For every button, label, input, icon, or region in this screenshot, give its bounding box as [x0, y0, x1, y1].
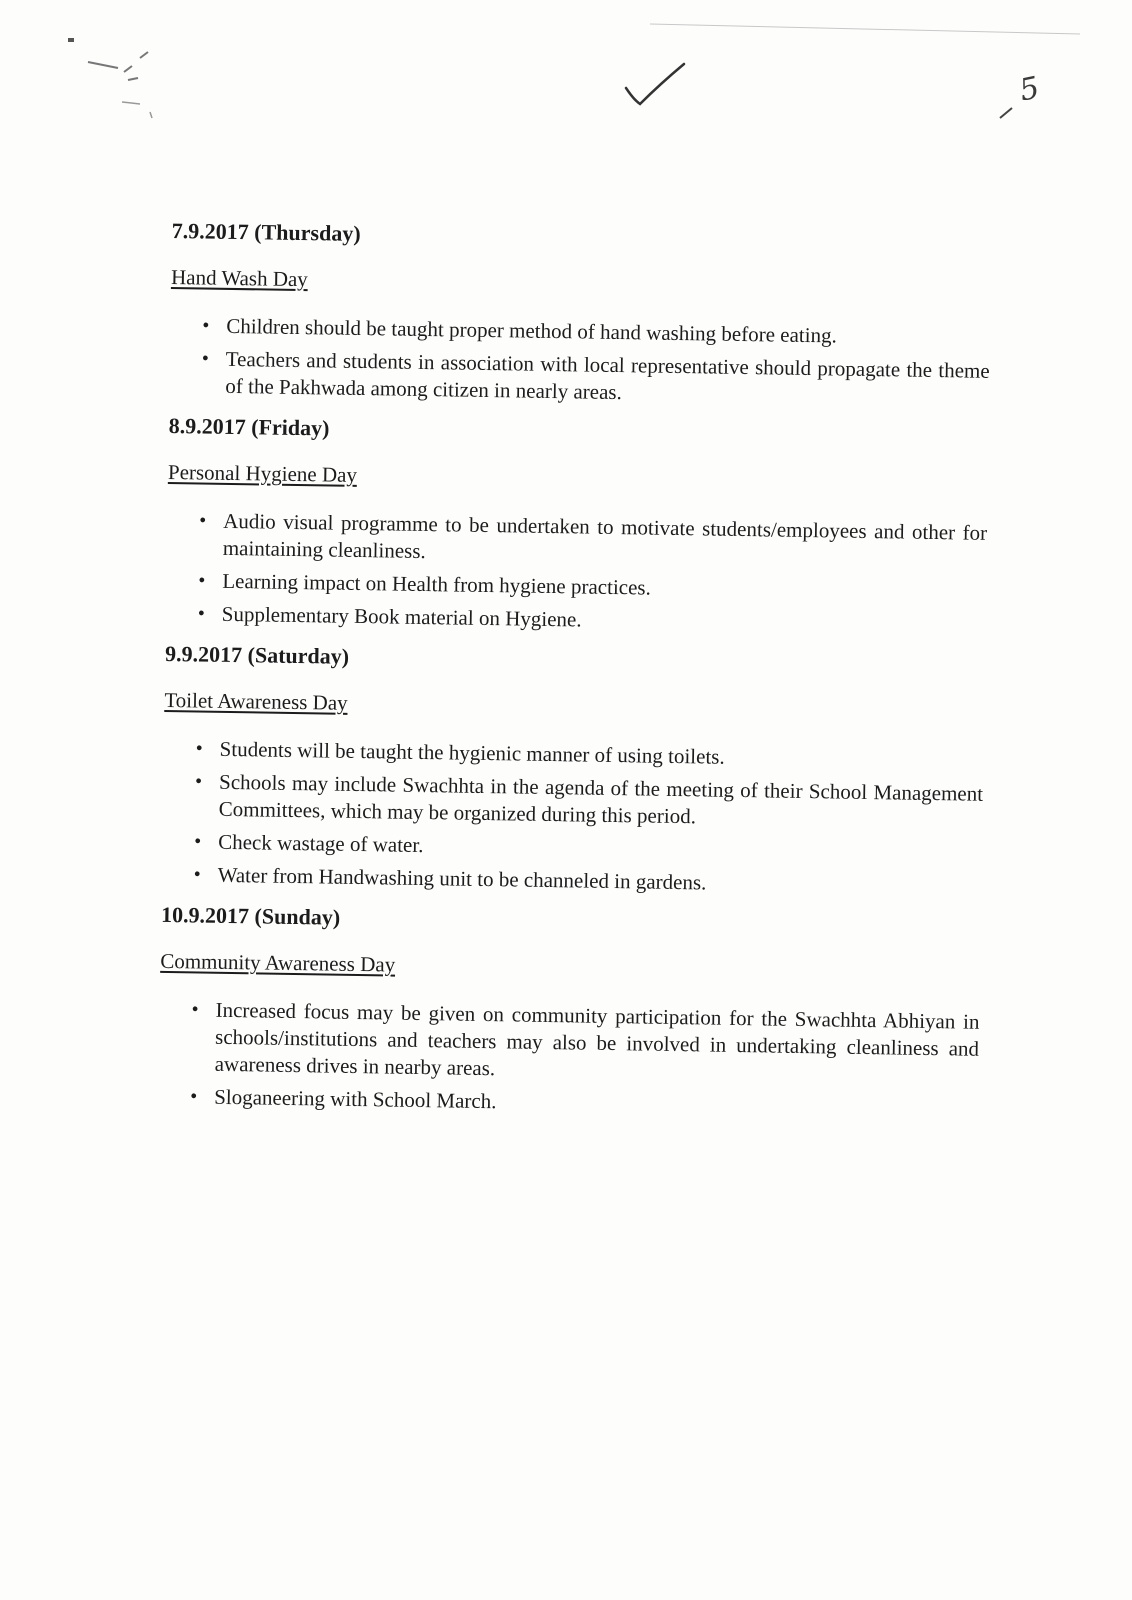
scan-speck — [68, 38, 74, 42]
bullet-icon: • — [191, 998, 199, 1021]
document-content — [158, 218, 992, 1137]
list-item-text: Schools may include Swachhta in the agenda of the meeting of their School Management Committees, which may be organized during this period. — [218, 769, 984, 829]
list-item-text: Supplementary Book material on Hygiene. — [221, 601, 582, 632]
list-item — [161, 861, 981, 901]
date-heading: 8.9.2017 (Friday) — [168, 412, 330, 441]
bullet-list — [161, 735, 983, 901]
bullet-icon: • — [202, 314, 210, 337]
list-item-text: Sloganeering with School March. — [214, 1084, 497, 1114]
bullet-icon: • — [197, 602, 205, 625]
bullet-icon: • — [190, 1085, 198, 1108]
page-number-dash — [1000, 108, 1012, 118]
list-item — [166, 567, 986, 607]
bullet-list — [158, 996, 980, 1123]
day-section-friday — [166, 413, 989, 640]
list-item-text: Teachers and students in association with local representative should propagate the theme of the Pakhwada among citizen in nearly areas. — [225, 346, 990, 405]
day-section-saturday — [161, 641, 985, 901]
day-title: Toilet Awareness Day — [164, 687, 348, 715]
list-item — [167, 507, 988, 574]
day-title: Personal Hygiene Day — [167, 459, 358, 487]
bullet-icon: • — [194, 830, 202, 853]
scan-smudge — [88, 52, 148, 80]
scan-smudge — [122, 102, 152, 118]
bullet-icon: • — [195, 737, 203, 760]
day-section-sunday — [158, 902, 981, 1123]
list-item-text: Learning impact on Health from hygiene practices. — [222, 568, 652, 600]
day-title: Community Awareness Day — [160, 948, 396, 977]
date-heading: 10.9.2017 (Sunday) — [160, 901, 341, 930]
list-item-text: Water from Handwashing unit to be channeled in gardens. — [217, 862, 707, 895]
list-item — [169, 345, 990, 412]
bullet-icon: • — [199, 509, 207, 532]
handwritten-checkmark — [626, 64, 684, 104]
bullet-list — [169, 312, 990, 412]
list-item-text: Increased focus may be given on community participation for the Swachhta Abhiyan in schools/institutions and teachers may also be involved in undertaking cleanliness and awareness drives in nearby areas. — [214, 997, 980, 1081]
day-section-thursday — [169, 218, 992, 412]
date-heading: 7.9.2017 (Thursday) — [171, 218, 361, 246]
list-item-text: Audio visual programme to be undertaken to motivate students/employees and other for maintaining cleanliness. — [222, 508, 988, 564]
top-rule-line — [650, 24, 1080, 34]
date-heading: 9.9.2017 (Saturday) — [164, 640, 350, 669]
day-title: Hand Wash Day — [170, 264, 308, 292]
bullet-list — [166, 507, 988, 640]
list-item-text: Children should be taught proper method of hand washing before eating. — [226, 313, 838, 348]
list-item — [159, 996, 980, 1090]
list-item — [166, 600, 986, 640]
bullet-icon: • — [201, 347, 209, 370]
list-item — [163, 735, 983, 775]
list-item-text: Check wastage of water. — [218, 829, 424, 858]
list-item — [158, 1083, 978, 1123]
list-item — [170, 312, 990, 352]
list-item — [162, 828, 982, 868]
list-item — [163, 768, 984, 835]
bullet-icon: • — [193, 863, 201, 886]
bullet-icon: • — [198, 569, 206, 592]
list-item-text: Students will be taught the hygienic manner of using toilets. — [219, 736, 725, 769]
page-number: 5 — [1016, 70, 1043, 109]
bullet-icon: • — [194, 770, 203, 793]
